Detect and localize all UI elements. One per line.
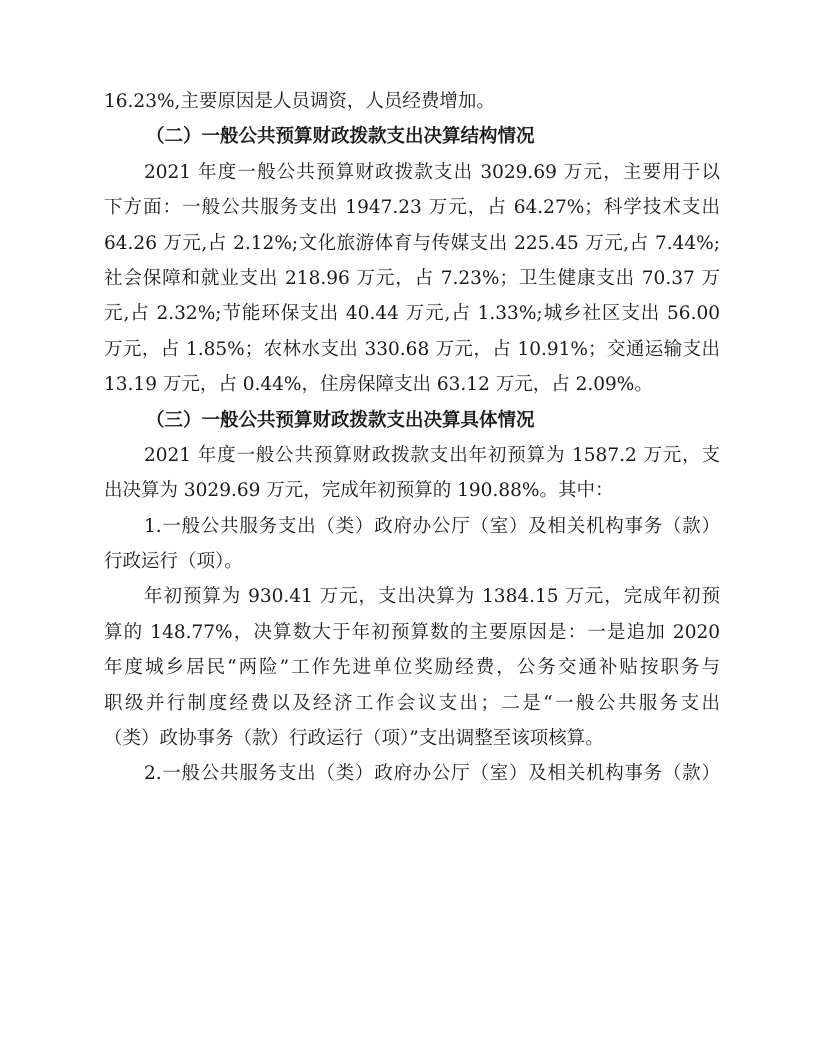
section-heading-detail: （三）一般公共预算财政拨款支出决算具体情况: [146, 409, 535, 431]
paragraph-line: 年度城乡居民“两险”工作先进单位奖励经费，公务交通补贴按职务与: [104, 657, 720, 679]
paragraph-line: 行政运行（项）。: [104, 551, 243, 573]
paragraph-line: 算的 148.77%，决算数大于年初预算数的主要原因是：一是追加 2020: [104, 621, 720, 643]
paragraph-line: 下方面：一般公共服务支出 1947.23 万元，占 64.27%；科学技术支出: [104, 197, 720, 219]
paragraph-line: 职级并行制度经费以及经济工作会议支出；二是“一般公共服务支出: [104, 692, 720, 714]
paragraph-item-1-detail: [104, 579, 720, 756]
paragraph-line: 年初预算为 930.41 万元，支出决算为 1384.15 万元，完成年初预: [144, 586, 720, 608]
paragraph-line: 2021 年度一般公共预算财政拨款支出年初预算为 1587.2 万元，支: [144, 444, 720, 466]
paragraph-detail-summary: [104, 438, 720, 509]
section-heading-structure: （二）一般公共预算财政拨款支出决算结构情况: [146, 126, 535, 148]
paragraph-structure: [104, 155, 720, 403]
paragraph-item-2: [104, 756, 720, 791]
paragraph-line: 2021 年度一般公共预算财政拨款支出 3029.69 万元，主要用于以: [144, 161, 720, 183]
paragraph-line: 64.26 万元,占 2.12%;文化旅游体育与传媒支出 225.45 万元,占 7.44%;: [104, 232, 720, 254]
paragraph-line: 元,占 2.32%;节能环保支出 40.44 万元,占 1.33%;城乡社区支出 56.00: [104, 303, 720, 325]
paragraph-line: 13.19 万元，占 0.44%，住房保障支出 63.12 万元，占 2.09%。: [104, 374, 653, 396]
paragraph-line: 社会保障和就业支出 218.96 万元，占 7.23%；卫生健康支出 70.37 万: [104, 267, 720, 289]
paragraph-line: 1.一般公共服务支出（类）政府办公厅（室）及相关机构事务（款）: [144, 515, 720, 537]
paragraph-line: 2.一般公共服务支出（类）政府办公厅（室）及相关机构事务（款）: [144, 763, 720, 785]
paragraph-line: 出决算为 3029.69 万元，完成年初预算的 190.88%。其中：: [104, 480, 614, 502]
document-page: [104, 84, 720, 792]
paragraph-line: 万元，占 1.85%；农林水支出 330.68 万元，占 10.91%；交通运输支出: [104, 338, 720, 360]
paragraph-item-1: [104, 509, 720, 580]
paragraph-line: 16.23%,主要原因是人员调资，人员经费增加。: [104, 91, 495, 112]
paragraph-line: （类）政协事务（款）行政运行（项）”支出调整至该项核算。: [104, 728, 604, 750]
